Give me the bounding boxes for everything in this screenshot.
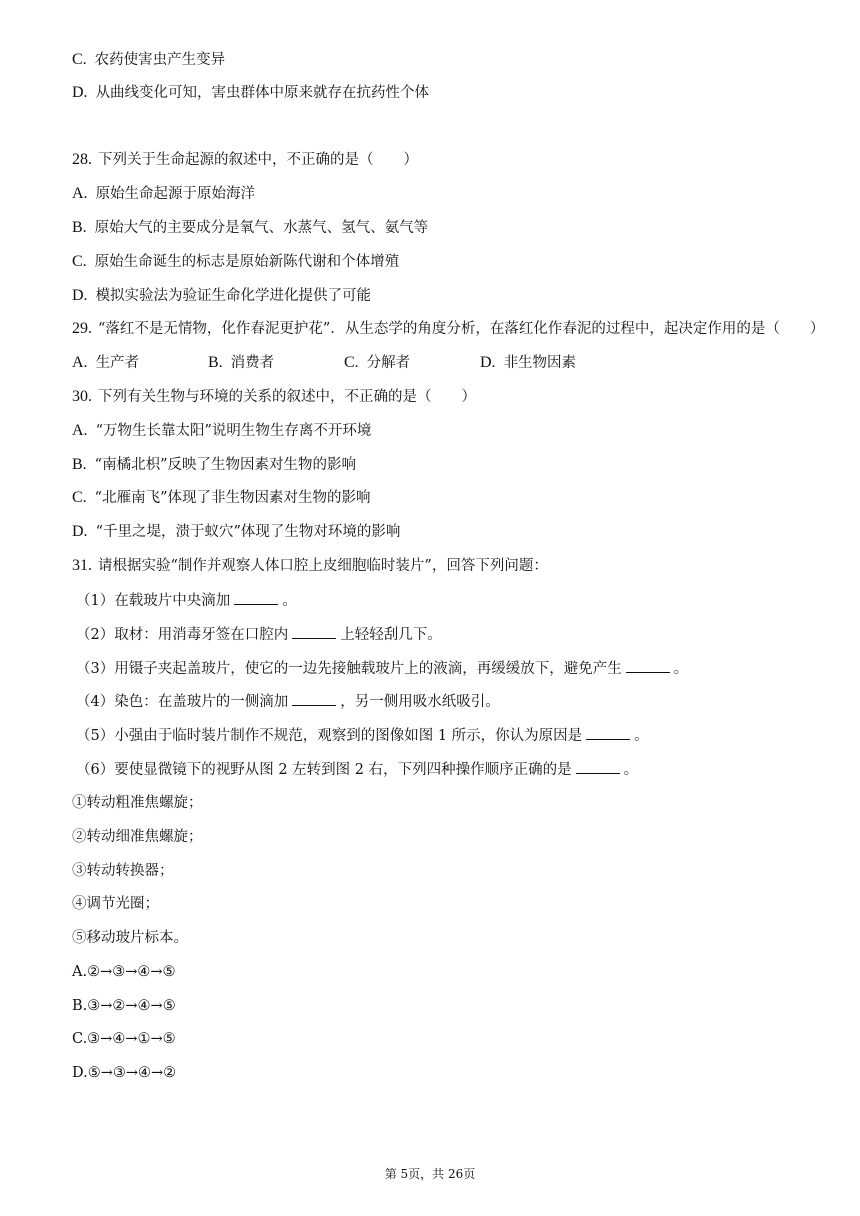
q29-option-b: B. 消费者 — [208, 354, 275, 371]
answer-blank — [234, 590, 278, 605]
q28-option-a: A. 原始生命起源于原始海洋 — [72, 185, 256, 202]
q31-step-1: ①转动粗准焦螺旋； — [72, 795, 203, 811]
prev-option-d: D. 从曲线变化可知，害虫群体中原来就存在抗药性个体 — [72, 84, 430, 101]
question-30: 30. 下列有关生物与环境的关系的叙述中，不正确的是（ ） — [72, 388, 476, 405]
q31-choice-d: D.⑤→③→④→② — [72, 1065, 177, 1081]
q30-option-c: C. “北雁南飞”体现了非生物因素对生物的影响 — [72, 489, 371, 506]
q28-option-c: C. 原始生命诞生的标志是原始新陈代谢和个体增殖 — [72, 253, 400, 270]
q31-step-3: ③转动转换器； — [72, 863, 174, 879]
q28-option-b: B. 原始大气的主要成分是氧气、水蒸气、氢气、氨气等 — [72, 219, 429, 236]
q30-option-a: A. “万物生长靠太阳”说明生物生存离不开环境 — [72, 422, 372, 439]
q29-options — [72, 353, 616, 373]
q31-sub-5: （5）小强由于临时装片制作不规范，观察到的图像如图 1 所示，你认为原因是 。 — [76, 725, 649, 746]
q31-choice-b: B.③→②→④→⑤ — [72, 998, 176, 1014]
question-31: 31. 请根据实验“制作并观察人体口腔上皮细胞临时装片”，回答下列问题： — [72, 557, 548, 574]
q31-sub-3: （3）用镊子夹起盖玻片，使它的一边先接触载玻片上的液滴，再缓缓放下，避免产生 。 — [76, 658, 688, 679]
answer-blank — [292, 691, 336, 706]
question-29: 29. “落红不是无情物，化作春泥更护花”．从生态学的角度分析，在落红化作春泥的过程中，起决定作用的是（ ） — [72, 320, 825, 337]
answer-blank — [626, 658, 670, 673]
q31-step-2: ②转动细准焦螺旋； — [72, 829, 203, 845]
q31-step-5: ⑤移动玻片标本。 — [72, 930, 188, 946]
q31-sub-6: （6）要使显微镜下的视野从图 2 左转到图 2 右，下列四种操作顺序正确的是 。 — [76, 759, 638, 780]
q29-option-a: A. 生产者 — [72, 354, 140, 371]
prev-option-c: C. 农药使害虫产生变异 — [72, 51, 226, 68]
answer-blank — [576, 759, 620, 774]
q30-option-d: D. “千里之堤，溃于蚁穴”体现了生物对环境的影响 — [72, 523, 401, 540]
answer-blank — [586, 725, 630, 740]
q29-option-d: D. 非生物因素 — [480, 354, 577, 371]
q31-step-4: ④调节光圈； — [72, 896, 159, 912]
q28-option-d: D. 模拟实验法为验证生命化学进化提供了可能 — [72, 287, 372, 304]
q31-choice-c: C.③→④→①→⑤ — [72, 1031, 176, 1047]
answer-blank — [292, 624, 336, 639]
q30-option-b: B. “南橘北枳”反映了生物因素对生物的影响 — [72, 456, 356, 473]
q31-sub-2: （2）取材：用消毒牙签在口腔内 上轻轻刮几下。 — [76, 624, 442, 645]
question-28: 28. 下列关于生命起源的叙述中，不正确的是（ ） — [72, 151, 418, 168]
q31-sub-1: （1）在载玻片中央滴加 。 — [76, 590, 297, 611]
q31-choice-a: A.②→③→④→⑤ — [72, 964, 176, 980]
q29-option-c: C. 分解者 — [344, 354, 411, 371]
q31-sub-4: （4）染色：在盖玻片的一侧滴加 ，另一侧用吸水纸吸引。 — [76, 691, 500, 712]
page-footer: 第 5页，共 26页 — [384, 1167, 476, 1181]
